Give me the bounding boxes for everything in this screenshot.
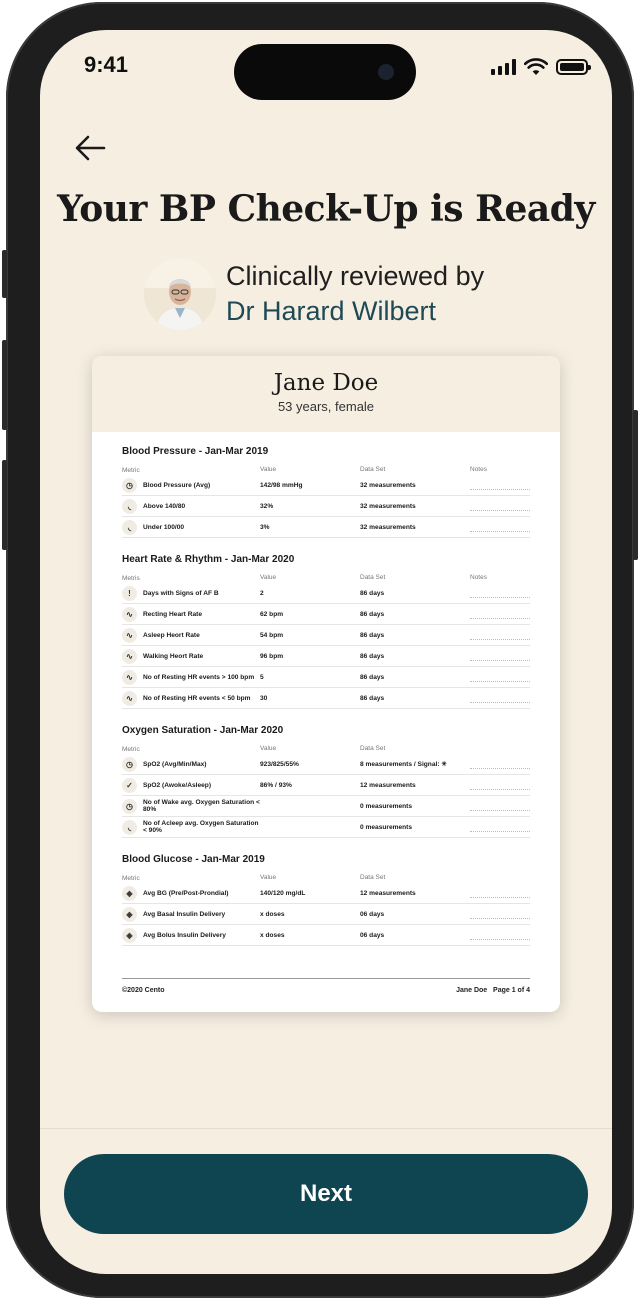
notes-cell (470, 597, 530, 598)
metric-label: Avg Bolus Insulin Delivery (143, 931, 226, 939)
column-header-data_set: Data Set (360, 874, 386, 881)
metric-cell (122, 907, 260, 922)
value-cell: 96 bpm (260, 652, 284, 660)
gauge-icon: ◟ (122, 499, 137, 514)
value-cell: x doses (260, 910, 285, 918)
metric-cell (122, 928, 260, 943)
data-set-cell: 32 measurements (360, 502, 416, 510)
cellular-signal-icon (491, 59, 516, 75)
status-icons (491, 58, 588, 76)
notes-cell (470, 489, 530, 490)
phone-frame (6, 2, 634, 1298)
report-row (122, 475, 530, 496)
data-set-cell: 0 measurements (360, 823, 413, 831)
data-set-cell: 32 measurements (360, 523, 416, 531)
column-header-data_set: Data Set (360, 466, 386, 473)
data-set-cell: 8 measurements / Signal: ✳ (360, 761, 447, 768)
side-button-volume-down (2, 460, 7, 550)
patient-name: Jane Doe (273, 370, 379, 396)
clock-icon: ◷ (122, 478, 137, 493)
report-row (122, 583, 530, 604)
report-row (122, 646, 530, 667)
value-cell: 5 (260, 673, 264, 681)
data-set-cell: 86 days (360, 631, 385, 639)
data-set-cell: 86 days (360, 589, 385, 597)
value-cell: 62 bpm (260, 610, 284, 618)
data-set-cell: 32 measurements (360, 481, 416, 489)
value-cell: 140/120 mg/dL (260, 889, 306, 897)
report-row (122, 667, 530, 688)
column-header-data_set: Data Set (360, 745, 386, 752)
reviewer-info (144, 258, 484, 330)
report-row (122, 688, 530, 709)
column-header-data_set: Data Set (360, 574, 386, 581)
column-header-notes (470, 745, 530, 754)
metric-label: No of Acleep avg. Oxygen Saturation < 90% (143, 820, 259, 834)
drop-icon: ◈ (122, 886, 137, 901)
report-column-headers (122, 745, 530, 754)
pulse-icon: ∿ (122, 628, 137, 643)
metric-cell (122, 820, 260, 835)
metric-cell (122, 586, 260, 601)
app-screen (40, 30, 612, 1274)
page-title: Your BP Check-Up is Ready (57, 188, 595, 230)
column-header-notes: Notes (470, 574, 487, 581)
notes-cell (470, 918, 530, 919)
report-body (92, 432, 560, 946)
report-copyright: ©2020 Cento (122, 987, 165, 994)
notes-cell (470, 531, 530, 532)
metric-cell (122, 778, 260, 793)
notes-cell (470, 702, 530, 703)
metric-cell (122, 757, 260, 772)
metric-label: Avg BG (Pre/Post-Prondial) (143, 889, 229, 897)
data-set-cell: 0 measurements (360, 802, 413, 810)
camera-icon (378, 64, 394, 80)
metric-label: No of Resting HR events > 100 bpm (143, 673, 255, 681)
report-row (122, 883, 530, 904)
notes-cell (470, 939, 530, 940)
column-header-value: Value (260, 745, 277, 752)
report-row (122, 754, 530, 775)
patient-details: 53 years, female (277, 399, 375, 414)
report-footer-name: Jane Doe (456, 987, 488, 994)
value-cell: 2 (260, 589, 264, 597)
metric-label: Recting Heart Rate (143, 610, 202, 618)
metric-cell (122, 649, 260, 664)
status-time: 9:41 (84, 52, 129, 77)
metric-cell (122, 499, 260, 514)
data-set-cell: 86 days (360, 610, 385, 618)
value-cell: 3% (260, 523, 270, 531)
report-column-headers (122, 874, 530, 883)
data-set-cell: 06 days (360, 931, 385, 939)
metric-cell (122, 628, 260, 643)
report-header (92, 356, 560, 432)
notes-cell (470, 897, 530, 898)
metric-label: SpO2 (Awoke/Asleep) (143, 781, 212, 789)
report-row (122, 517, 530, 538)
battery-icon (556, 59, 588, 75)
report-column-headers (122, 574, 530, 583)
report-footer (122, 978, 530, 994)
metric-label: Avg Basal Insulin Delivery (143, 910, 226, 918)
data-set-cell: 06 days (360, 910, 385, 918)
report-row (122, 904, 530, 925)
report-section-title: Blood Pressure - Jan-Mar 2019 (122, 446, 269, 457)
report-row (122, 925, 530, 946)
metric-label: Under 100/00 (143, 523, 185, 531)
gauge-icon: ◟ (122, 820, 137, 835)
side-button-power (633, 410, 638, 560)
report-preview[interactable] (92, 356, 560, 1012)
notes-cell (470, 810, 530, 811)
side-button-volume-up (2, 340, 7, 430)
notes-cell (470, 510, 530, 511)
metric-cell (122, 607, 260, 622)
doctor-name: Dr Harard Wilbert (226, 296, 437, 326)
notes-cell (470, 789, 530, 790)
column-header-notes (470, 874, 530, 883)
value-cell: x doses (260, 931, 285, 939)
metric-cell (122, 886, 260, 901)
drop-icon: ◈ (122, 928, 137, 943)
alert-icon: ! (122, 586, 137, 601)
value-cell: 142/98 mmHg (260, 481, 303, 489)
notes-cell (470, 681, 530, 682)
metric-cell (122, 670, 260, 685)
column-header-metric: Metric (122, 746, 140, 753)
metric-label: SpO2 (Avg/Min/Max) (143, 760, 207, 768)
metric-cell (122, 799, 260, 814)
pulse-icon: ∿ (122, 691, 137, 706)
reviewed-by-label: Clinically reviewed by (226, 261, 485, 291)
report-row (122, 817, 530, 838)
pulse-icon: ∿ (122, 649, 137, 664)
notes-cell (470, 768, 530, 769)
data-set-cell: 86 days (360, 652, 385, 660)
notes-cell (470, 831, 530, 832)
notes-cell (470, 660, 530, 661)
pulse-icon: ∿ (122, 670, 137, 685)
report-row (122, 496, 530, 517)
doctor-avatar (144, 258, 216, 330)
column-header-value: Value (260, 874, 277, 881)
value-cell: 923/825/55% (260, 760, 299, 768)
report-section-title: Oxygen Saturation - Jan-Mar 2020 (122, 725, 284, 736)
clock-icon: ◷ (122, 757, 137, 772)
next-button[interactable]: Next (64, 1154, 588, 1234)
drop-icon: ◈ (122, 907, 137, 922)
reviewer-text (226, 261, 484, 327)
notes-cell (470, 639, 530, 640)
notes-cell (470, 618, 530, 619)
column-header-metric: Metris (122, 575, 140, 582)
metric-label: Days with Signs of AF B (143, 589, 219, 597)
report-row (122, 625, 530, 646)
data-set-cell: 12 measurements (360, 781, 416, 789)
data-set-cell: 86 days (360, 694, 385, 702)
column-header-metric: Metric (122, 875, 140, 882)
value-cell: 30 (260, 694, 268, 702)
column-header-notes: Notes (470, 466, 487, 473)
metric-cell (122, 478, 260, 493)
report-section-title: Heart Rate & Rhythm - Jan-Mar 2020 (122, 554, 295, 565)
dynamic-island (234, 44, 416, 100)
report-column-headers (122, 466, 530, 475)
report-page-number: Page 1 of 4 (493, 987, 530, 994)
side-button-action (2, 250, 7, 298)
metric-label: Walking Heort Rate (143, 652, 204, 660)
data-set-cell: 86 days (360, 673, 385, 681)
metric-cell (122, 520, 260, 535)
wifi-icon (524, 58, 548, 76)
footer-divider (40, 1128, 612, 1129)
metric-label: Asleep Heort Rate (143, 631, 200, 639)
column-header-value: Value (260, 466, 277, 473)
report-page-info (456, 987, 530, 994)
report-section-title: Blood Glucose - Jan-Mar 2019 (122, 854, 265, 865)
metric-label: No of Resting HR events < 50 bpm (143, 694, 251, 702)
metric-cell (122, 691, 260, 706)
clock-icon: ◷ (122, 799, 137, 814)
report-row (122, 775, 530, 796)
check-icon: ✓ (122, 778, 137, 793)
back-arrow-icon[interactable] (72, 130, 112, 166)
column-header-metric: Metric (122, 467, 140, 474)
value-cell: 86% / 93% (260, 781, 292, 789)
metric-label: Blood Pressure (Avg) (143, 481, 211, 489)
value-cell: 54 bpm (260, 631, 284, 639)
gauge-icon: ◟ (122, 520, 137, 535)
metric-label: No of Wake avg. Oxygen Saturation < 80% (143, 799, 260, 813)
metric-label: Above 140/80 (143, 502, 186, 510)
data-set-cell: 12 measurements (360, 889, 416, 897)
column-header-value: Value (260, 574, 277, 581)
value-cell: 32% (260, 502, 274, 510)
report-row (122, 604, 530, 625)
report-row (122, 796, 530, 817)
pulse-icon: ∿ (122, 607, 137, 622)
